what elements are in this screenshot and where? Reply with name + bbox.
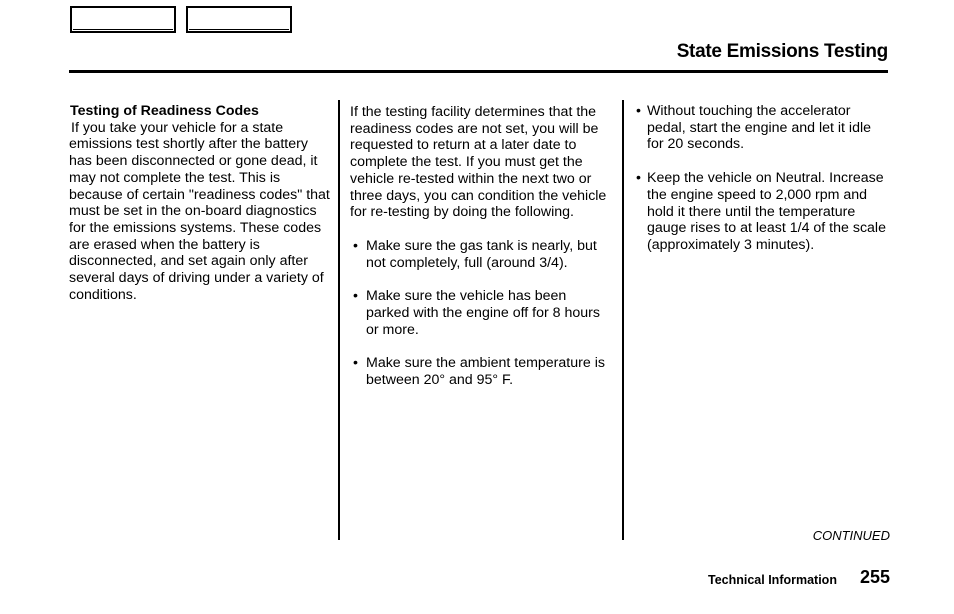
- column-1-body: If you take your vehicle for a state emissions test shortly after the battery has been disconnected or gone dead, it may not complete the test. This is because of certain "readiness codes" that must be set in the on-board diagnostics for the emissions systems. These codes are erased when the battery is disconnected, and set again only after several days of driving under a variety of conditions.: [69, 119, 330, 303]
- list-item-text: Without touching the accelerator pedal, start the engine and let it idle for 20 seconds.: [647, 103, 872, 153]
- footer-section-label: Technical Information: [708, 573, 837, 587]
- list-item: [636, 103, 890, 153]
- column-2: [350, 104, 612, 406]
- continued-label: CONTINUED: [812, 528, 890, 543]
- list-item: [350, 355, 612, 388]
- column-2-intro: If the testing facility determines that the readiness codes are not set, you will be requested to return at a later date to complete the test. If you must get the vehicle re-tested within the next two or three days, you can condition the vehicle for re-testing by doing the following.: [350, 104, 607, 221]
- bullet-icon: •: [353, 237, 358, 254]
- page-title: State Emissions Testing: [676, 41, 888, 62]
- column-2-bullet-list: [350, 238, 612, 389]
- column-1: [69, 103, 331, 303]
- list-item-text: Make sure the vehicle has been parked with the engine off for 8 hours or more.: [366, 288, 600, 338]
- list-item: [350, 288, 612, 338]
- bullet-icon: •: [353, 355, 358, 372]
- bullet-icon: •: [636, 103, 641, 119]
- page-number: 255: [860, 567, 891, 587]
- column-3-bullet-list: [636, 103, 890, 254]
- column-3: [636, 103, 890, 271]
- nav-button-2[interactable]: [186, 6, 292, 33]
- list-item: [636, 170, 890, 254]
- section-heading: Testing of Readiness Codes: [70, 103, 259, 119]
- list-item-text: Make sure the gas tank is nearly, but not completely, full (around 3/4).: [366, 237, 597, 271]
- bullet-icon: •: [636, 170, 641, 187]
- header-rule: [69, 70, 888, 73]
- column-divider-1: [338, 100, 340, 540]
- bullet-icon: •: [353, 288, 358, 305]
- column-divider-2: [622, 100, 624, 540]
- list-item-text: Make sure the ambient temperature is between 20° and 95° F.: [366, 355, 605, 389]
- list-item: [350, 238, 612, 271]
- list-item-text: Keep the vehicle on Neutral. Increase the engine speed to 2,000 rpm and hold it there until the temperature gauge rises to at least 1/4 of the scale (approximately 3 minutes).: [647, 170, 886, 253]
- nav-button-1[interactable]: [70, 6, 176, 33]
